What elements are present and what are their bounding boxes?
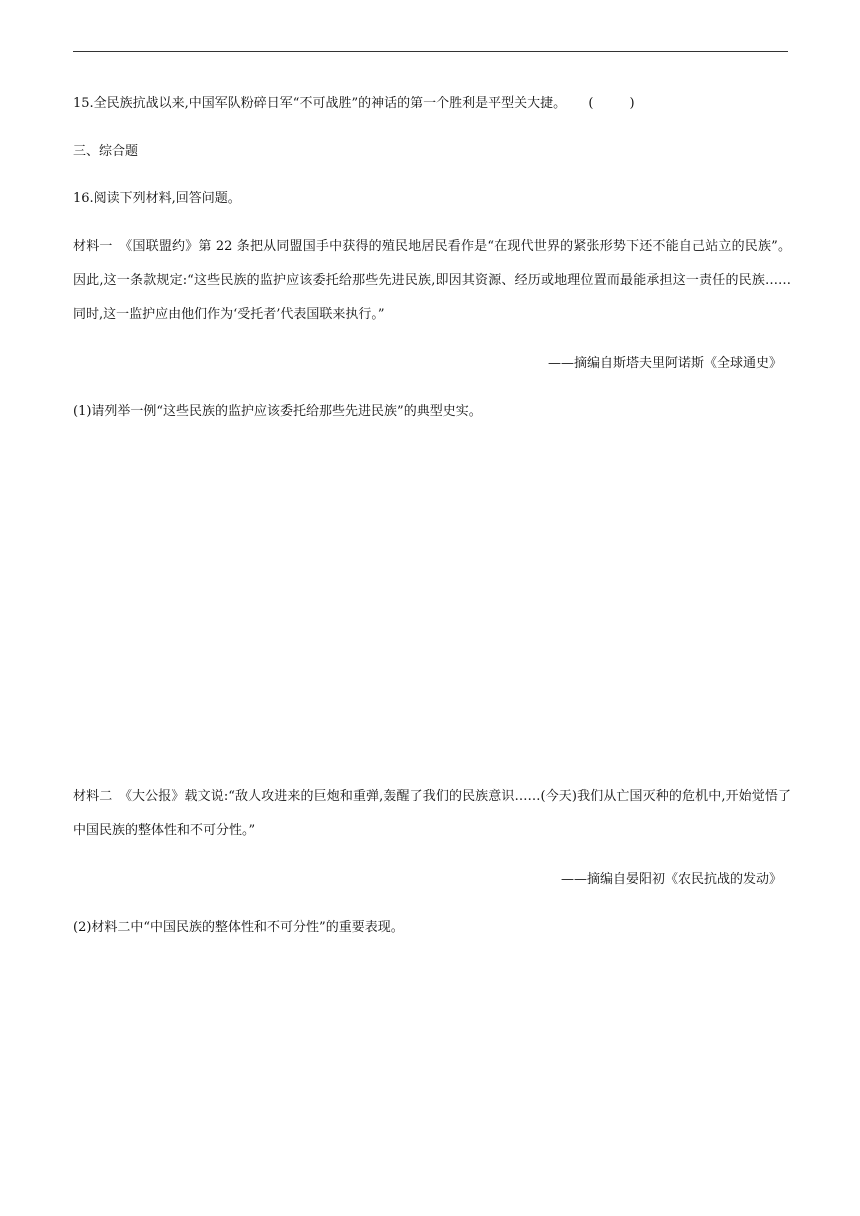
material-2: 材料二 《大公报》载文说:“敌人攻进来的巨炮和重弹,轰醒了我们的民族意识……(今天)我们从亡国灭种的危机中,开始觉悟了中国民族的整体性和不可分性。” xyxy=(73,789,791,838)
material-2-source: ——摘编自晏阳初《农民抗战的发动》 xyxy=(560,872,782,887)
material-1-source: ——摘编自斯塔夫里阿诺斯《全球通史》 xyxy=(547,356,782,371)
question-15 xyxy=(73,94,788,114)
header-rule xyxy=(73,51,788,52)
answer-paren-close: ) xyxy=(629,96,635,111)
section-heading: 三、综合题 xyxy=(73,144,139,159)
question-15-text: 15.全民族抗战以来,中国军队粉碎日军“不可战胜”的神话的第一个胜利是平型关大捷。 xyxy=(73,96,567,111)
material-1: 材料一 《国联盟约》第 22 条把从同盟国手中获得的殖民地居民看作是“在现代世界的紧张形势下还不能自己站立的民族”。因此,这一条款规定:“这些民族的监护应该委托给那些先进民族,即因其资源、经历或地理位置而最能承担这一责任的民族……同时,这一监护应由他们作为‘受托者’代表国联来执行。” xyxy=(73,239,791,322)
answer-paren-open: ( xyxy=(588,96,594,111)
question-16-stem: 16.阅读下列材料,回答问题。 xyxy=(73,191,241,206)
sub-question-2: (2)材料二中“中国民族的整体性和不可分性”的重要表现。 xyxy=(73,920,404,935)
sub-question-1: (1)请列举一例“这些民族的监护应该委托给那些先进民族”的典型史实。 xyxy=(73,404,482,419)
